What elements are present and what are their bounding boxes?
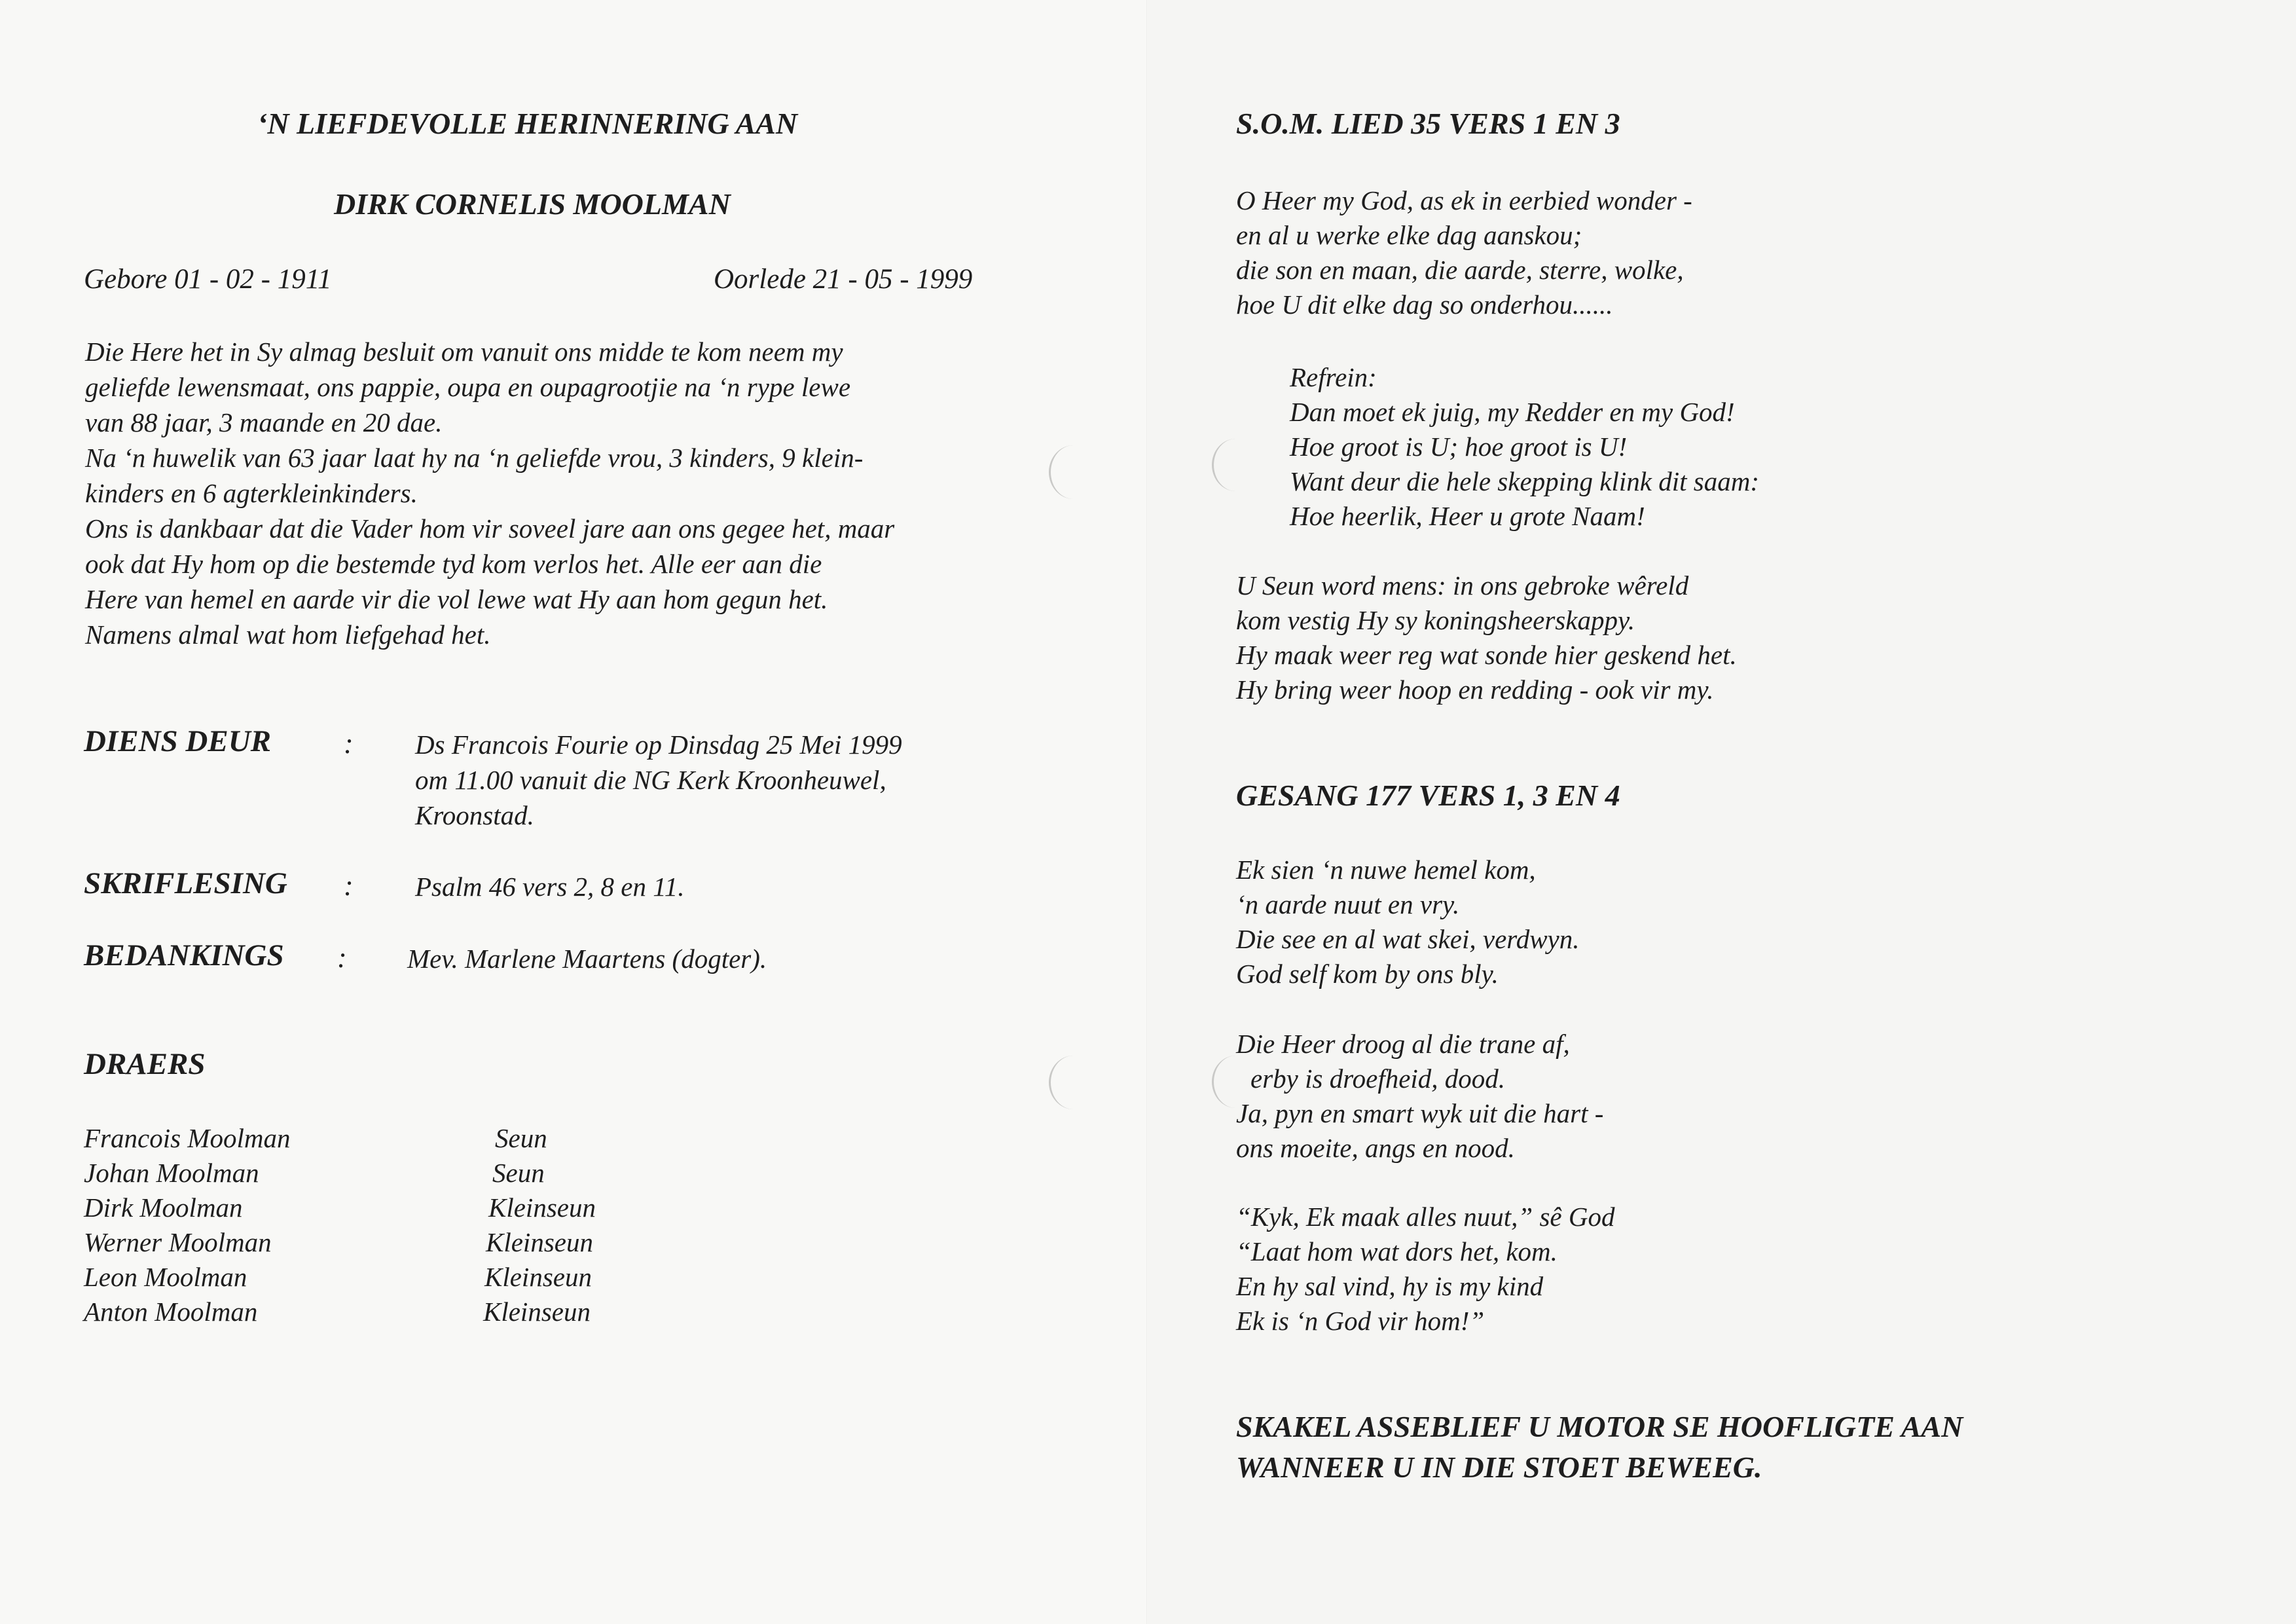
tribute-line: Na ‘n huwelik van 63 jaar laat hy na ‘n geliefde vrou, 3 kinders, 9 klein- xyxy=(85,443,864,473)
bearer-relation: Seun xyxy=(495,1123,547,1153)
verse-line: U Seun word mens: in ons gebroke wêreld xyxy=(1236,570,1689,600)
bearer-relation: Kleinseun xyxy=(486,1227,593,1257)
tribute-line: van 88 jaar, 3 maande en 20 dae. xyxy=(85,407,443,437)
bearers-names xyxy=(84,1121,290,1329)
hymn2-heading: GESANG 177 VERS 1, 3 EN 4 xyxy=(1236,779,1620,812)
verse-line: en al u werke elke dag aanskou; xyxy=(1236,220,1582,250)
hymn1-verse3 xyxy=(1236,568,1737,707)
verse-line: Die see en al wat skei, verdwyn. xyxy=(1236,924,1580,954)
death-date: Oorlede 21 - 05 - 1999 xyxy=(714,264,973,295)
deceased-name: DIRK CORNELIS MOOLMAN xyxy=(334,187,731,221)
tribute-paragraph xyxy=(85,334,1054,652)
refrain-label: Refrein: xyxy=(1290,362,1377,392)
refrain-line: Want deur die hele skepping klink dit saam: xyxy=(1290,466,1759,496)
punch-hole xyxy=(1049,1056,1098,1109)
service-label: DIENS DEUR xyxy=(84,724,271,758)
closing-line: SKAKEL ASSEBLIEF U MOTOR SE HOOFLIGTE AAN xyxy=(1236,1410,1963,1443)
verse-line: Hy maak weer reg wat sonde hier geskend het. xyxy=(1236,640,1737,670)
thanks-value: Mev. Marlene Maartens (dogter). xyxy=(407,944,767,974)
tribute-line: kinders en 6 agterkleinkinders. xyxy=(85,478,418,508)
verse-line: “Laat hom wat dors het, kom. xyxy=(1236,1236,1558,1266)
closing-notice xyxy=(1236,1407,1963,1488)
verse-line: “Kyk, Ek maak alles nuut,” sê God xyxy=(1236,1202,1615,1232)
refrain-line: Hoe heerlik, Heer u grote Naam! xyxy=(1290,501,1645,531)
hymn2-verse1 xyxy=(1236,853,1580,991)
bearer-relation: Kleinseun xyxy=(484,1262,592,1292)
tribute-line: Die Here het in Sy almag besluit om vanuit ons midde te kom neem my xyxy=(85,337,843,367)
verse-line: Hy bring weer hoop en redding - ook vir my. xyxy=(1236,674,1714,705)
bearer-name: Francois Moolman xyxy=(84,1123,291,1153)
tribute-line: ook dat Hy hom op die bestemde tyd kom verlos het. Alle eer aan die xyxy=(85,549,822,579)
verse-line: ons moeite, angs en nood. xyxy=(1236,1133,1515,1163)
verse-line: God self kom by ons bly. xyxy=(1236,959,1499,989)
reading-colon: : xyxy=(344,870,354,902)
reading-value: Psalm 46 vers 2, 8 en 11. xyxy=(415,872,685,902)
birth-date: Gebore 01 - 02 - 1911 xyxy=(84,264,332,295)
thanks-colon: : xyxy=(337,942,347,974)
verse-line: Ek is ‘n God vir hom!” xyxy=(1236,1306,1485,1336)
verse-line: Ja, pyn en smart wyk uit die hart - xyxy=(1236,1098,1604,1128)
verse-line: erby is droefheid, dood. xyxy=(1250,1063,1506,1094)
service-details xyxy=(415,727,902,833)
verse-line: En hy sal vind, hy is my kind xyxy=(1236,1271,1544,1301)
service-line: om 11.00 vanuit die NG Kerk Kroonheuwel, xyxy=(415,765,886,795)
bearer-name: Dirk Moolman xyxy=(84,1192,243,1223)
service-line: Kroonstad. xyxy=(415,800,534,830)
closing-line: WANNEER U IN DIE STOET BEWEEG. xyxy=(1236,1450,1762,1484)
verse-line: ‘n aarde nuut en vry. xyxy=(1236,889,1460,919)
verse-line: Ek sien ‘n nuwe hemel kom, xyxy=(1236,855,1536,885)
tribute-line: Here van hemel en aarde vir die vol lewe wat Hy aan hom gegun het. xyxy=(85,584,828,614)
bearer-name: Leon Moolman xyxy=(84,1262,247,1292)
bearer-relation: Seun xyxy=(492,1158,545,1188)
bearer-name: Anton Moolman xyxy=(84,1297,258,1327)
bearer-name: Werner Moolman xyxy=(84,1227,272,1257)
bearers-relations xyxy=(483,1121,596,1329)
bearer-relation: Kleinseun xyxy=(488,1192,596,1223)
refrain-line: Dan moet ek juig, my Redder en my God! xyxy=(1290,397,1735,427)
hymn2-verse3 xyxy=(1236,1027,1603,1166)
service-colon: : xyxy=(344,728,354,760)
reading-label: SKRIFLESING xyxy=(84,866,287,900)
verse-line: die son en maan, die aarde, sterre, wolke, xyxy=(1236,255,1684,285)
verse-line: hoe U dit elke dag so onderhou...... xyxy=(1236,289,1613,320)
tribute-line: geliefde lewensmaat, ons pappie, oupa en oupagrootjie na ‘n rype lewe xyxy=(85,372,851,402)
punch-hole xyxy=(1049,445,1098,499)
verse-line: kom vestig Hy sy koningsheerskappy. xyxy=(1236,605,1635,635)
hymn1-verse1 xyxy=(1236,183,1692,322)
memorial-title: ‘N LIEFDEVOLLE HERINNERING AAN xyxy=(257,107,798,140)
tribute-line: Ons is dankbaar dat die Vader hom vir soveel jare aan ons gegee het, maar xyxy=(85,513,895,544)
punch-hole xyxy=(1212,439,1260,491)
verse-line: O Heer my God, as ek in eerbied wonder - xyxy=(1236,185,1692,215)
service-line: Ds Francois Fourie op Dinsdag 25 Mei 1999 xyxy=(415,729,902,760)
tribute-line: Namens almal wat hom liefgehad het. xyxy=(85,619,491,650)
refrain-line: Hoe groot is U; hoe groot is U! xyxy=(1290,432,1628,462)
hymn2-verse4 xyxy=(1236,1200,1614,1338)
hymn1-heading: S.O.M. LIED 35 VERS 1 EN 3 xyxy=(1236,107,1620,140)
bearer-relation: Kleinseun xyxy=(483,1297,591,1327)
verse-line: Die Heer droog al die trane af, xyxy=(1236,1029,1570,1059)
bearers-heading: DRAERS xyxy=(84,1047,206,1081)
refrain xyxy=(1290,360,1759,534)
bearer-name: Johan Moolman xyxy=(84,1158,259,1188)
thanks-label: BEDANKINGS xyxy=(84,938,284,972)
